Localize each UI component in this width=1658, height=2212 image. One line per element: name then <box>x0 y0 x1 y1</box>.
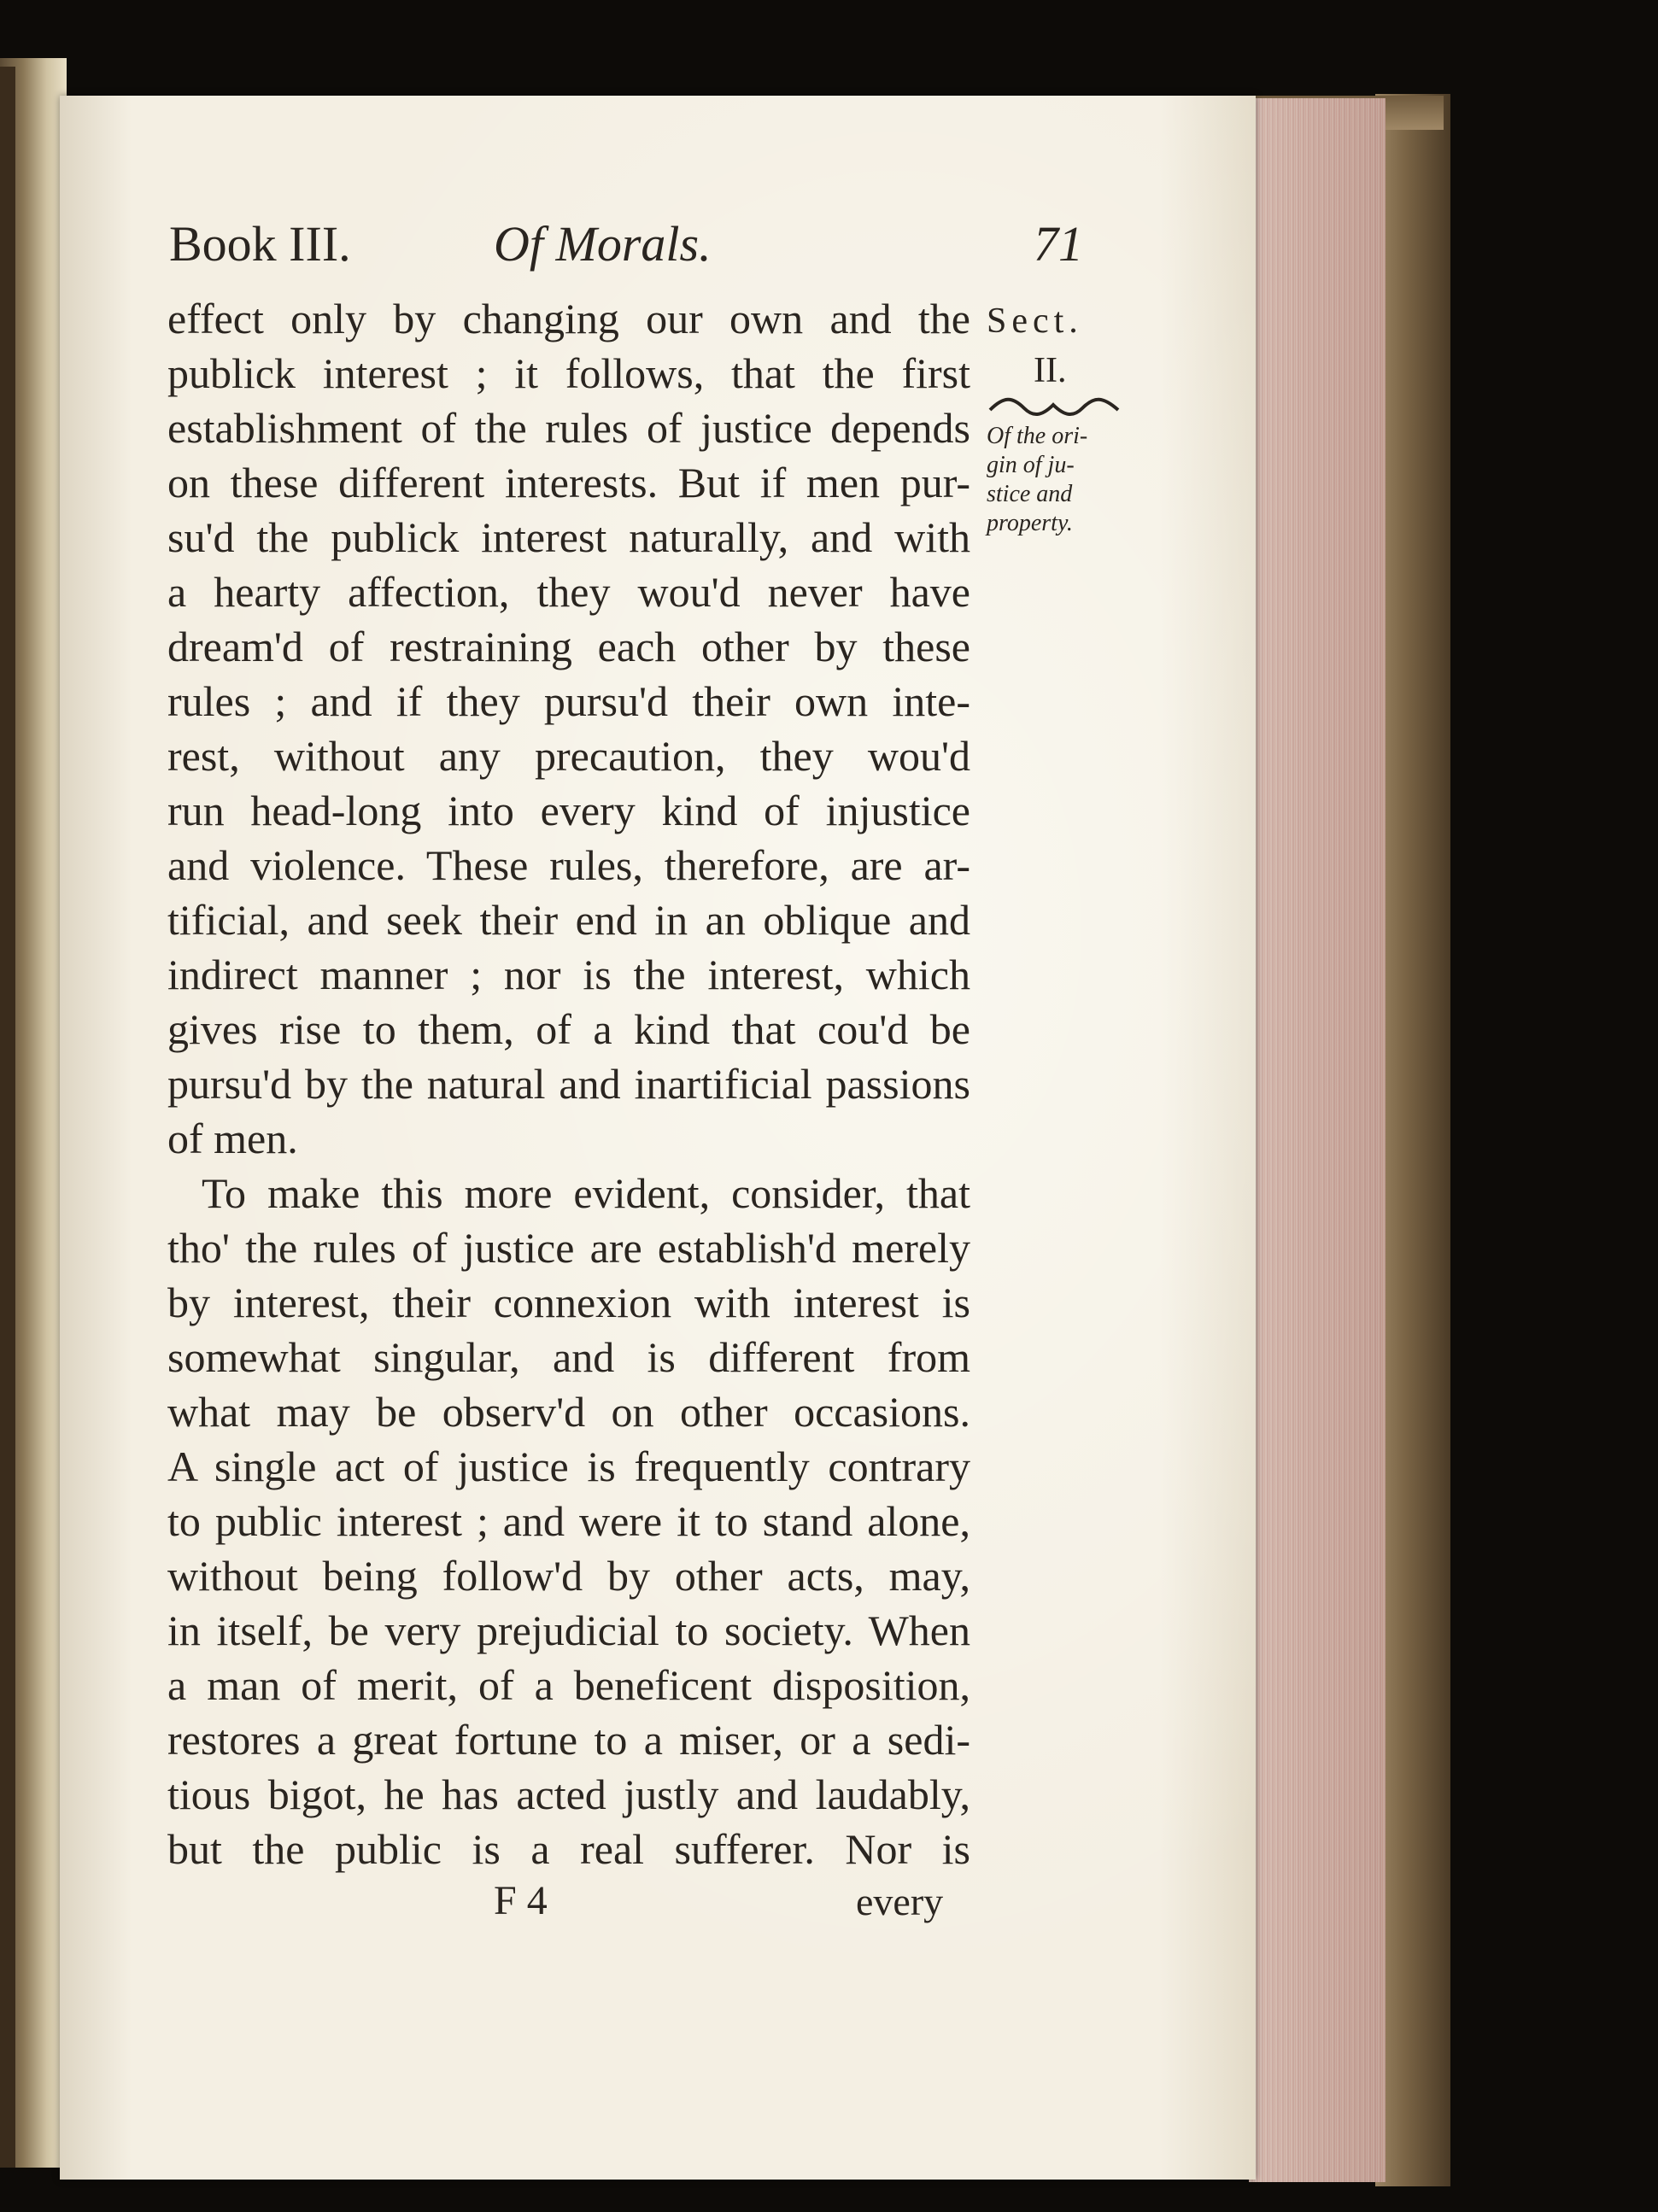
signature-mark: F 4 <box>494 1878 548 1923</box>
text-line: rest, without any precaution, they wou'd <box>167 732 970 780</box>
text-line: but the public is a real sufferer. Nor is <box>167 1825 970 1873</box>
running-head-book: Book III. <box>169 216 351 272</box>
text-line: on these different interests. But if men pur- <box>167 459 970 506</box>
text-line: restores a great fortune to a miser, or a sedi- <box>167 1716 970 1764</box>
text-line: tificial, and seek their end in an oblique and <box>167 896 970 944</box>
text-line: without being follow'd by other acts, may, <box>167 1552 970 1600</box>
running-head-title: Of Morals. <box>494 216 712 272</box>
text-line: tious bigot, he has acted justly and laudably, <box>167 1770 970 1818</box>
text-line: indirect manner ; nor is the interest, which <box>167 951 970 998</box>
margin-note-line: stice and <box>987 481 1073 507</box>
text-line: by interest, their connexion with interest is <box>167 1279 970 1326</box>
text-line: effect only by changing our own and the <box>167 295 970 342</box>
margin-note-line: gin of ju- <box>987 452 1075 478</box>
text-line: somewhat singular, and is different from <box>167 1333 970 1381</box>
text-line: pursu'd by the natural and inartificial passions <box>167 1060 970 1108</box>
brace-ornament <box>987 393 1123 424</box>
text-line: publick interest ; it follows, that the first <box>167 349 970 397</box>
catchword: every <box>856 1880 944 1923</box>
text-line: run head-long into every kind of injustice <box>167 787 970 834</box>
margin-note-line: property. <box>987 510 1073 536</box>
left-cover <box>0 67 15 2168</box>
text-line: establishment of the rules of justice depends <box>167 404 970 452</box>
text-line: dream'd of restraining each other by these <box>167 623 970 670</box>
text-line: To make this more evident, consider, that <box>202 1169 970 1217</box>
text-line: and violence. These rules, therefore, are ar- <box>167 841 970 889</box>
page-fore-edge <box>1249 98 1386 2182</box>
page-number: 71 <box>1034 216 1083 272</box>
margin-note <box>987 422 1115 538</box>
text-line: to public interest ; and were it to stand alone, <box>167 1497 970 1545</box>
text-line: A single act of justice is frequently contrary <box>167 1442 970 1490</box>
margin-note-line: Of the ori- <box>987 423 1088 449</box>
text-line: in itself, be very prejudicial to society. When <box>167 1606 970 1654</box>
text-line: rules ; and if they pursu'd their own inte- <box>167 677 970 725</box>
text-line: tho' the rules of justice are establish'd merely <box>167 1224 970 1272</box>
text-line: what may be observ'd on other occasions. <box>167 1388 970 1436</box>
text-line: of men. <box>167 1115 298 1162</box>
text-line: gives rise to them, of a kind that cou'd be <box>167 1005 970 1053</box>
margin-section-label: Sect. <box>987 301 1083 341</box>
text-line: a hearty affection, they wou'd never have <box>167 568 970 616</box>
right-cover <box>1375 94 1450 2186</box>
text-line: a man of merit, of a beneficent disposition, <box>167 1661 970 1709</box>
text-line: su'd the publick interest naturally, and with <box>167 513 970 561</box>
margin-section-number: II. <box>1034 351 1067 390</box>
